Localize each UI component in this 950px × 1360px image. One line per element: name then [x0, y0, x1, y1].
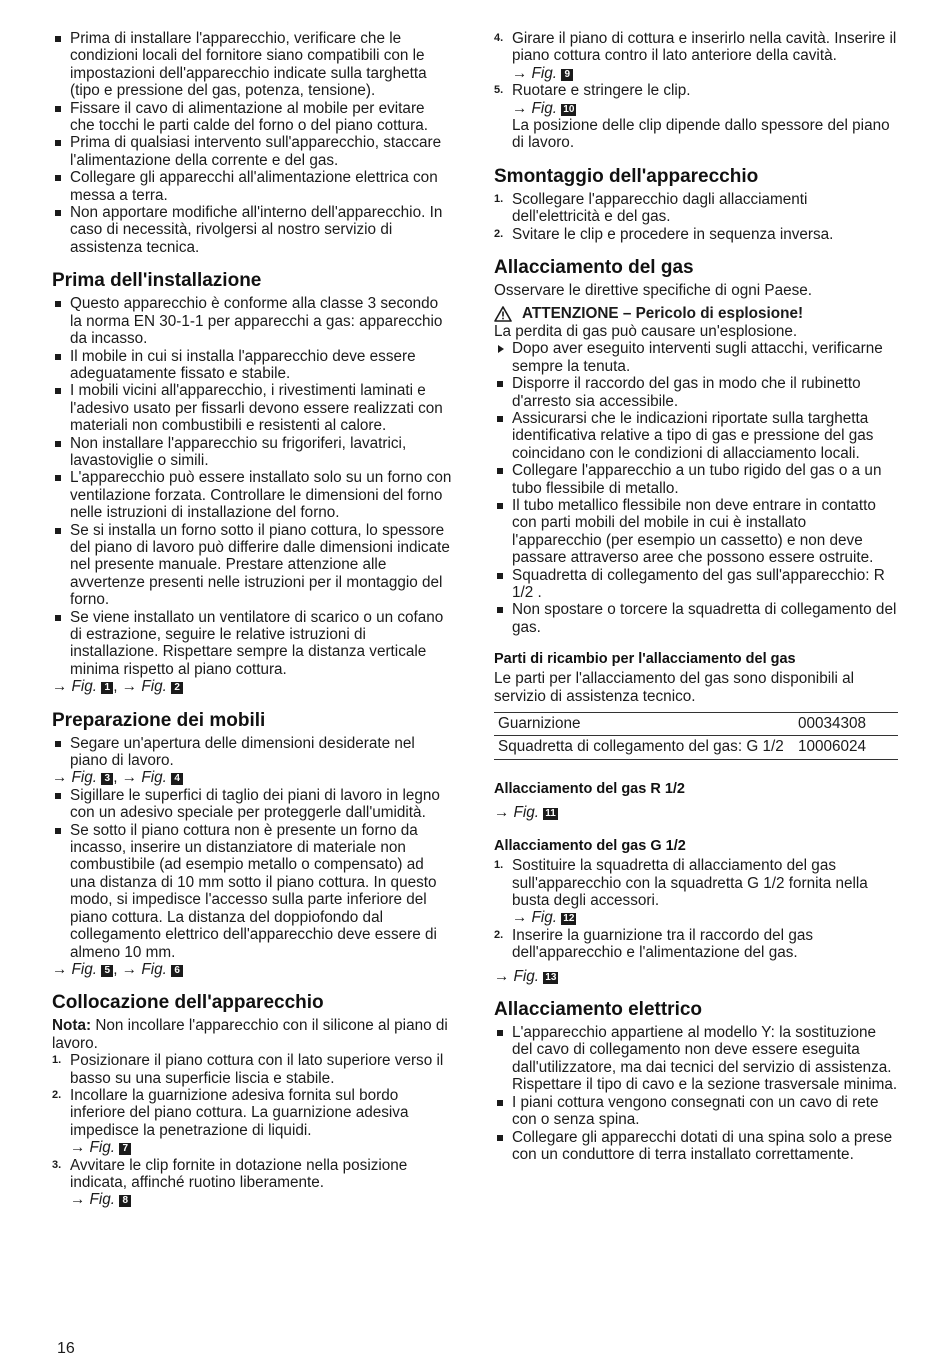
- subsection-title-r12: Allacciamento del gas R 1/2: [494, 780, 685, 797]
- figure-reference: → Fig. 13: [494, 967, 557, 985]
- list-item: 1. Scollegare l'apparecchio dagli allacciamenti dell'elettricità e del gas.: [494, 190, 808, 226]
- list-item: 2. Svitare le clip e procedere in sequenza inversa.: [494, 225, 834, 243]
- elettrico-list: [494, 1024, 898, 1163]
- warning-heading: ATTENZIONE – Pericolo di esplosione!: [494, 305, 898, 322]
- section-title-preparazione: Preparazione dei mobili: [52, 709, 266, 731]
- figure-number-badge: 1: [101, 682, 113, 694]
- figure-number-badge: 5: [101, 965, 113, 977]
- list-item: 4. Girare il piano di cottura e inserirlo nella cavità. Inserire il piano cottura contro il lato anteriore della cavità. → Fig. 9: [494, 30, 897, 82]
- figure-reference: → Fig. 1 , → Fig. 2: [52, 678, 452, 695]
- list-item: L'apparecchio può essere installato solo su un forno con ventilazione forzata. Controllare le dimensioni del forno nelle istruzioni di installazione del forno.: [52, 469, 452, 521]
- collocazione-steps: [52, 1052, 452, 1209]
- arrow-icon: →: [121, 678, 138, 696]
- figure-number-badge: 2: [171, 682, 183, 694]
- list-item: Collegare gli apparecchi all'alimentazione elettrica con messa a terra.: [52, 169, 452, 204]
- list-item: Se viene installato un ventilatore di scarico o un cofano di estrazione, seguire le relative istruzioni di installazione. Rispettare sempre la distanza verticale minima rispetto al piano cottura.: [52, 609, 452, 679]
- list-item: Sigillare le superfici di taglio dei piani di lavoro in legno con un adesivo speciale per proteggerle dall'umidità.: [52, 787, 452, 822]
- figure-number-badge: 7: [119, 1143, 131, 1155]
- list-item: Non apportare modifiche all'interno dell'apparecchio. In caso di necessità, rivolgersi al nostro servizio di assistenza tecnica.: [52, 204, 452, 256]
- figure-number-badge: 6: [171, 965, 183, 977]
- right-column: [494, 30, 898, 1163]
- list-item: 2. Incollare la guarnizione adesiva fornita sul bordo inferiore del piano cottura. La guarnizione adesiva impedisce la penetrazione di liquidi. → Fig. 7: [52, 1087, 452, 1157]
- arrow-icon: →: [52, 769, 68, 787]
- list-item: Collegare gli apparecchi dotati di una spina solo a prese con un conduttore di terra installato correttamente.: [494, 1129, 898, 1164]
- arrow-icon: →: [70, 1139, 86, 1157]
- list-item: Se si installa un forno sotto il piano cottura, lo spessore del piano di lavoro può differire dalle dimensioni indicate nel presente manuale. Prestare attenzione alle avvertenze presenti nelle istruzioni per il montaggio del forno.: [52, 522, 452, 609]
- gas-intro: Osservare le direttive specifiche di ogni Paese.: [494, 282, 812, 300]
- table-cell: Squadretta di collegamento del gas: G 1/2: [494, 736, 794, 759]
- left-column: [52, 30, 452, 1209]
- list-item: Se sotto il piano cottura non è presente un forno da incasso, inserire un distanziatore di materiale non combustibile (ad esempio metallo o compensato) ad una distanza di 10 mm sotto il piano cottura. In questo modo, si impedisce l'accesso sulla parte inferiore del piano cottura. La distanza del doppiofondo dal collegamento elettrico dell'apparecchio deve essere di almeno 10 mm.: [52, 822, 452, 961]
- figure-reference: → Fig. 7: [70, 1139, 452, 1156]
- arrow-icon: →: [121, 960, 138, 978]
- subsection-title-parts: Parti di ricambio per l'allacciamento del gas: [494, 651, 796, 668]
- figure-number-badge: 8: [119, 1195, 131, 1207]
- list-item: L'apparecchio appartiene al modello Y: la sostituzione del cavo di collegamento non deve essere eseguita dall'utilizzatore, ma dai tecnici del servizio di assistenza. Rispettare il tipo di cavo e la sezione trasversale minima.: [494, 1024, 898, 1094]
- smontaggio-steps: [494, 191, 898, 243]
- step-note: La posizione delle clip dipende dallo spessore del piano di lavoro.: [512, 117, 890, 152]
- arrow-icon: →: [52, 960, 68, 978]
- section-title-collocazione: Collocazione dell'apparecchio: [52, 992, 324, 1014]
- arrow-icon: →: [494, 803, 510, 821]
- figure-reference: → Fig. 11: [494, 803, 556, 821]
- figure-reference: → Fig. 9: [512, 65, 898, 82]
- section-title-smontaggio: Smontaggio dell'apparecchio: [494, 165, 759, 187]
- arrow-icon: →: [512, 64, 528, 82]
- subsection-title-g12: Allacciamento del gas G 1/2: [494, 838, 686, 855]
- section-title-gas: Allacciamento del gas: [494, 257, 694, 279]
- gas-list: [494, 375, 898, 636]
- list-item: Questo apparecchio è conforme alla classe 3 secondo la norma EN 30-1-1 per apparecchi a gas: apparecchio da incasso.: [52, 295, 452, 347]
- list-item: Il tubo metallico flessibile non deve entrare in contatto con parti mobili del mobile in cui è installato l'apparecchio (per esempio un cassetto) e non deve passare attraverso aree che possono essere ostruite.: [494, 497, 898, 567]
- arrow-icon: →: [512, 909, 528, 927]
- list-item: Segare un'apertura delle dimensioni desiderate nel piano di lavoro.: [52, 735, 452, 770]
- parts-intro: Le parti per l'allacciamento del gas sono disponibili al servizio di assistenza tecnico.: [494, 670, 855, 705]
- section-title-prima: Prima dell'installazione: [52, 270, 262, 292]
- table-cell: 00034308: [794, 713, 898, 736]
- figure-reference: → Fig. 12: [512, 909, 575, 927]
- list-item: 3. Avvitare le clip fornite in dotazione nella posizione indicata, affinché ruotino liberamente. → Fig. 8: [52, 1157, 452, 1209]
- page-number: 16: [57, 1340, 75, 1357]
- list-item: 1. Posizionare il piano cottura con il lato superiore verso il basso su una superficie liscia e stabile.: [52, 1052, 444, 1087]
- preparazione-list: [52, 735, 452, 770]
- figure-number-badge: 12: [563, 913, 575, 925]
- preparazione-list-2: [52, 787, 452, 961]
- figure-number-badge: 3: [101, 773, 113, 785]
- list-item: I piani cottura vengono consegnati con un cavo di rete con o senza spina.: [494, 1094, 898, 1129]
- arrow-icon: →: [70, 1191, 86, 1209]
- list-item: 1. Sostituire la squadretta di allacciamento del gas sull'apparecchio con la squadretta G 1/2 fornita nella busta degli accessori. → Fig. 12: [494, 857, 898, 927]
- list-item: Non installare l'apparecchio su frigoriferi, lavatrici, lavastoviglie o simili.: [52, 435, 452, 470]
- table-row: [494, 713, 898, 736]
- note-paragraph: Nota: Non incollare l'apparecchio con il silicone al piano di lavoro.: [52, 1017, 448, 1052]
- parts-table: [494, 712, 898, 760]
- figure-reference: → Fig. 10: [512, 99, 575, 117]
- table-cell: 10006024: [794, 736, 898, 759]
- list-item: Squadretta di collegamento del gas sull'apparecchio: R 1/2 .: [494, 567, 898, 602]
- warning-text: La perdita di gas può causare un'esplosione.: [494, 322, 798, 340]
- arrow-icon: →: [512, 99, 528, 117]
- warning-action-list: [494, 340, 898, 375]
- list-item: Prima di qualsiasi intervento sull'apparecchio, staccare l'alimentazione della corrente e del gas.: [52, 134, 452, 169]
- section-title-elettrico: Allacciamento elettrico: [494, 999, 703, 1021]
- figure-number-badge: 10: [563, 103, 575, 115]
- list-item: Prima di installare l'apparecchio, verificare che le condizioni locali del fornitore siano compatibili con le impostazioni dell'apparecchio indicate sulla targhetta (tipo e pressione del gas, potenza, tensione).: [52, 30, 452, 100]
- list-item: Assicurarsi che le indicazioni riportate sulla targhetta identificativa relative a tipo di gas e pressione del gas coincidano con le condizioni di allacciamento locali.: [494, 410, 898, 462]
- prima-list: [52, 295, 452, 678]
- warning-icon: [494, 306, 512, 322]
- list-item: 2. Inserire la guarnizione tra il raccordo del gas dell'apparecchio e l'alimentazione del gas.: [494, 926, 813, 962]
- arrow-icon: →: [494, 967, 510, 985]
- figure-number-badge: 11: [545, 807, 556, 819]
- arrow-icon: →: [121, 769, 138, 787]
- g12-steps: [494, 857, 898, 961]
- list-item: Non spostare o torcere la squadretta di collegamento del gas.: [494, 601, 898, 636]
- list-item: Dopo aver eseguito interventi sugli attacchi, verificarne sempre la tenuta.: [494, 340, 898, 375]
- collocazione-steps-continued: [494, 30, 898, 152]
- figure-reference: → Fig. 5 , → Fig. 6: [52, 961, 452, 978]
- figure-number-badge: 13: [545, 971, 557, 983]
- arrow-icon: →: [52, 678, 68, 696]
- figure-reference: → Fig. 8: [70, 1191, 452, 1208]
- list-item: Fissare il cavo di alimentazione al mobile per evitare che tocchi le parti calde del forno o del piano cottura.: [52, 100, 452, 135]
- figure-number-badge: 4: [171, 773, 183, 785]
- list-item: Collegare l'apparecchio a un tubo rigido del gas o a un tubo flessibile di metallo.: [494, 462, 898, 497]
- note-label: Nota:: [52, 1017, 92, 1035]
- figure-number-badge: 9: [561, 69, 573, 81]
- table-row: [494, 736, 898, 759]
- figure-reference: → Fig. 3 , → Fig. 4: [52, 769, 452, 786]
- list-item: I mobili vicini all'apparecchio, i rivestimenti laminati e l'adesivo usato per fissarli devono essere realizzati con materiali non combustibili e resistenti al calore.: [52, 382, 452, 434]
- list-item: Il mobile in cui si installa l'apparecchio deve essere adeguatamente fissato e stabile.: [52, 348, 452, 383]
- list-item: 5. Ruotare e stringere le clip. → Fig. 10 La posizione delle clip dipende dallo spessore del piano di lavoro.: [494, 82, 898, 152]
- list-item: Disporre il raccordo del gas in modo che il rubinetto d'arresto sia accessibile.: [494, 375, 898, 410]
- table-cell: Guarnizione: [494, 713, 794, 736]
- intro-list: [52, 30, 452, 256]
